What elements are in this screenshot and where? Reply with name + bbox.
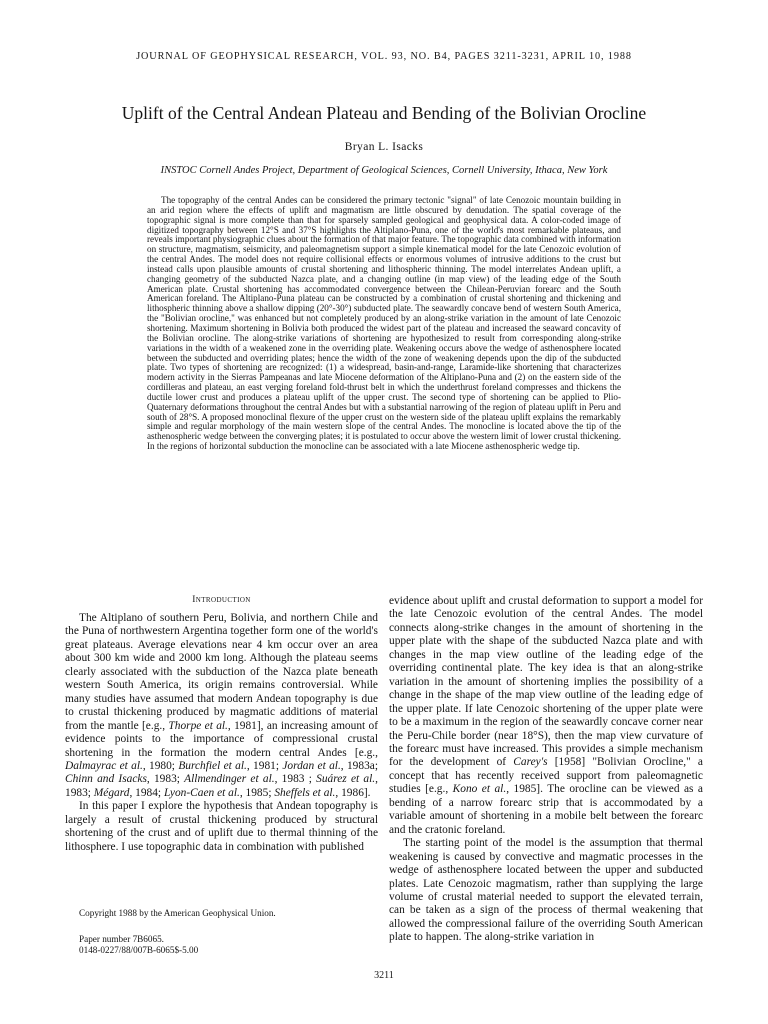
paper-number-block: [79, 934, 198, 956]
text-run: , 1983;: [146, 773, 185, 786]
text-run: , 1981;: [246, 759, 283, 772]
citation: Lyon-Caen et al.: [163, 786, 240, 799]
citation: Carey's: [513, 756, 548, 769]
citation: Mégard: [93, 786, 130, 799]
text-run: , 1980;: [142, 759, 179, 772]
citation: Sheffels et al.: [274, 786, 336, 799]
introduction-paragraph-3: [389, 595, 703, 837]
text-run: [1958] "Bolivian Orocline," a concept that has recently received support from paleomagnetic studies [e.g.,: [389, 756, 703, 796]
text-run: , 1984;: [129, 786, 164, 799]
introduction-paragraph-1: [65, 612, 378, 800]
text-run: , 1985]. The orocline can be viewed as a bending of a narrow forearc strip that is accommodated by a variable amount of shortening in a mobile belt between the forearc and the cratonic foreland.: [389, 783, 703, 836]
citation: Chinn and Isacks: [65, 773, 147, 786]
page-number: 3211: [374, 970, 394, 981]
text-run: , 1983;: [65, 773, 378, 799]
paper-number: Paper number 7B6065.: [79, 934, 164, 944]
citation: Dalmayrac et al.: [65, 759, 143, 772]
author-name: Bryan L. Isacks: [344, 141, 424, 153]
text-run: The Altiplano of southern Peru, Bolivia, and northern Chile and the Puna of northwestern Argentina together form one of the world's great plateaus. Average elevations near 4 km occur over an area about 300 km wide and 2000 km long. Although the plateau seems clearly associated with the subduction of the Nazca plate beneath western South America, its origin remains controversial. While many studies have assumed that modern Andean topography is due to crustal thickening produced by magmatic additions of material from the mantle [e.g.,: [65, 612, 378, 732]
introduction-paragraph-2: In this paper I explore the hypothesis that Andean topography is largely a result of crustal thickening produced by structural shortening of the crust and of uplift due to thermal thinning of the lithosphere. I use topographic data in combination with published: [65, 800, 378, 853]
section-heading-introduction: [65, 595, 378, 605]
citation: Allmendinger et al.: [184, 773, 275, 786]
text-run: , 1981], an increasing amount of evidence points to the importance of compressional crustal shortening in the formation the modern central Andes [e.g.,: [65, 719, 378, 759]
copyright-notice: Copyright 1988 by the American Geophysical Union.: [79, 908, 276, 918]
citation: Jordan et al.: [282, 759, 341, 772]
section-heading-text: Introduction: [192, 595, 251, 605]
text-run: , 1983 ;: [274, 773, 317, 786]
text-run: , 1986].: [335, 786, 371, 799]
paper-title: Uplift of the Central Andean Plateau and Bending of the Bolivian Orocline: [121, 103, 647, 123]
left-column: [65, 595, 378, 854]
text-run: evidence about uplift and crustal deformation to support a model for the late Cenozoic evolution of the central Andes. The model connects along-strike changes in the amount of shortening in the upper plate with the shape of the subducted Nazca plate and with changes in the map view outline of the leading edge of the overriding continental plate. The key idea is that an along-strike variation in the amount of shortening implies the possibility of a change in the shape of the map view outline of the leading edge of the upper plate. If late Cenozoic shortening of the upper plate were to be a maximum in the region of the seawardly concave corner near the Peru-Chile border (near 18°S), then the map view curvature of the forearc must have increased. This provides a simple mechanism for the development of: [389, 595, 703, 769]
citation: Thorpe et al.: [168, 719, 228, 732]
journal-header: JOURNAL OF GEOPHYSICAL RESEARCH, VOL. 93, NO. B4, PAGES 3211-3231, APRIL 10, 1988: [136, 51, 632, 62]
right-column: [389, 595, 703, 945]
citation: Suárez et al.: [316, 773, 376, 786]
citation: Burchfiel et al.: [178, 759, 247, 772]
text-run: , 1985;: [239, 786, 275, 799]
abstract: The topography of the central Andes can be considered the primary tectonic "signal" of late Cenozoic mountain building in an arid region where the effects of uplift and magmatism are little obscured by denudation. The spatial coverage of the topographic signal is more complete than that for sparsely sampled geological and geophysical data. A color-coded image of digitized topography between 12°S and 37°S highlights the Altiplano-Puna, one of the world's most remarkable plateaus, and reveals important physiographic clues about the formation of that major feature. The topographic data combined with information on structure, magmatism, seismicity, and paleomagnetism support a simple kinematical model for the late Cenozoic evolution of the central Andes. The model does not require collisional effects or enormous volumes of intrusive additions to the crust but instead calls upon plausible amounts of crustal shortening and lithospheric thinning. The model interrelates Andean uplift, a changing geometry of the subducted Nazca plate, and a changing outline (in map view) of the leading edge of the South American plate. Crustal shortening has accommodated convergence between the Chilean-Peruvian forearc and the South American foreland. The Altiplano-Puna plateau can be constructed by a combination of crustal shortening and thickening and lithospheric thinning above a shallow dipping (20°-30°) subducted plate. The seawardly concave bend of western South America, the "Bolivian orocline," was enhanced but not completely produced by an along-strike variation in the amount of late Cenozoic shortening. Maximum shortening in Bolivia both produced the widest part of the plateau and increased the seaward concavity of the Bolivian orocline. The along-strike variations of shortening are hypothesized to result from corresponding along-strike variations in the width of a weakened zone in the overriding plate. Weakening occurs above the wedge of asthenosphere located between the subducted and overriding plates; hence the width of the zone of weakening depends upon the dip of the subducted plate. Two types of shortening are recognized: (1) a widespread, basin-and-range, Laramide-like shortening that characterizes modern activity in the Sierras Pampeanas and late Miocene deformation of the Altiplano-Puna and (2) on the eastern side of the cordilleras and plateau, an east verging foreland fold-thrust belt in which the underthrust foreland compresses and thickens the ductile lower crust and produces a plateau uplift of the upper crust. The second type of shortening can be applied to Plio-Quaternary deformations throughout the central Andes but with a substantial narrowing of the region of plateau uplift in Peru and south of 28°S. A proposed monoclinal flexure of the upper crust on the western side of the plateau uplift explains the remarkably simple and regular morphology of the main western slope of the central Andes. The monocline is located above the tip of the asthenospheric wedge between the converging plates; it is postulated to occur above the western limit of lower crustal thickening. In the regions of horizontal subduction the monocline can be associated with a late Miocene asthenospheric wedge tip.: [147, 195, 621, 452]
issn-line: 0148-0227/88/007B-6065$-5.00: [79, 945, 199, 955]
text-run: , 1983a;: [340, 759, 378, 772]
citation: Kono et al.: [452, 783, 507, 796]
author-affiliation: INSTOC Cornell Andes Project, Department of Geological Sciences, Cornell University, Ithaca, New York: [160, 165, 608, 176]
introduction-paragraph-4: The starting point of the model is the assumption that thermal weakening is caused by convective and magmatic processes in the wedge of asthenosphere located between the upper and subducted plates. Late Cenozoic magmatism, rather than supplying the large volume of crustal material needed to support the elevated terrain, can be taken as a sign of the process of thermal weakening that allowed the compressional failure of the overriding South American plate to happen. The along-strike variation in: [389, 837, 703, 944]
